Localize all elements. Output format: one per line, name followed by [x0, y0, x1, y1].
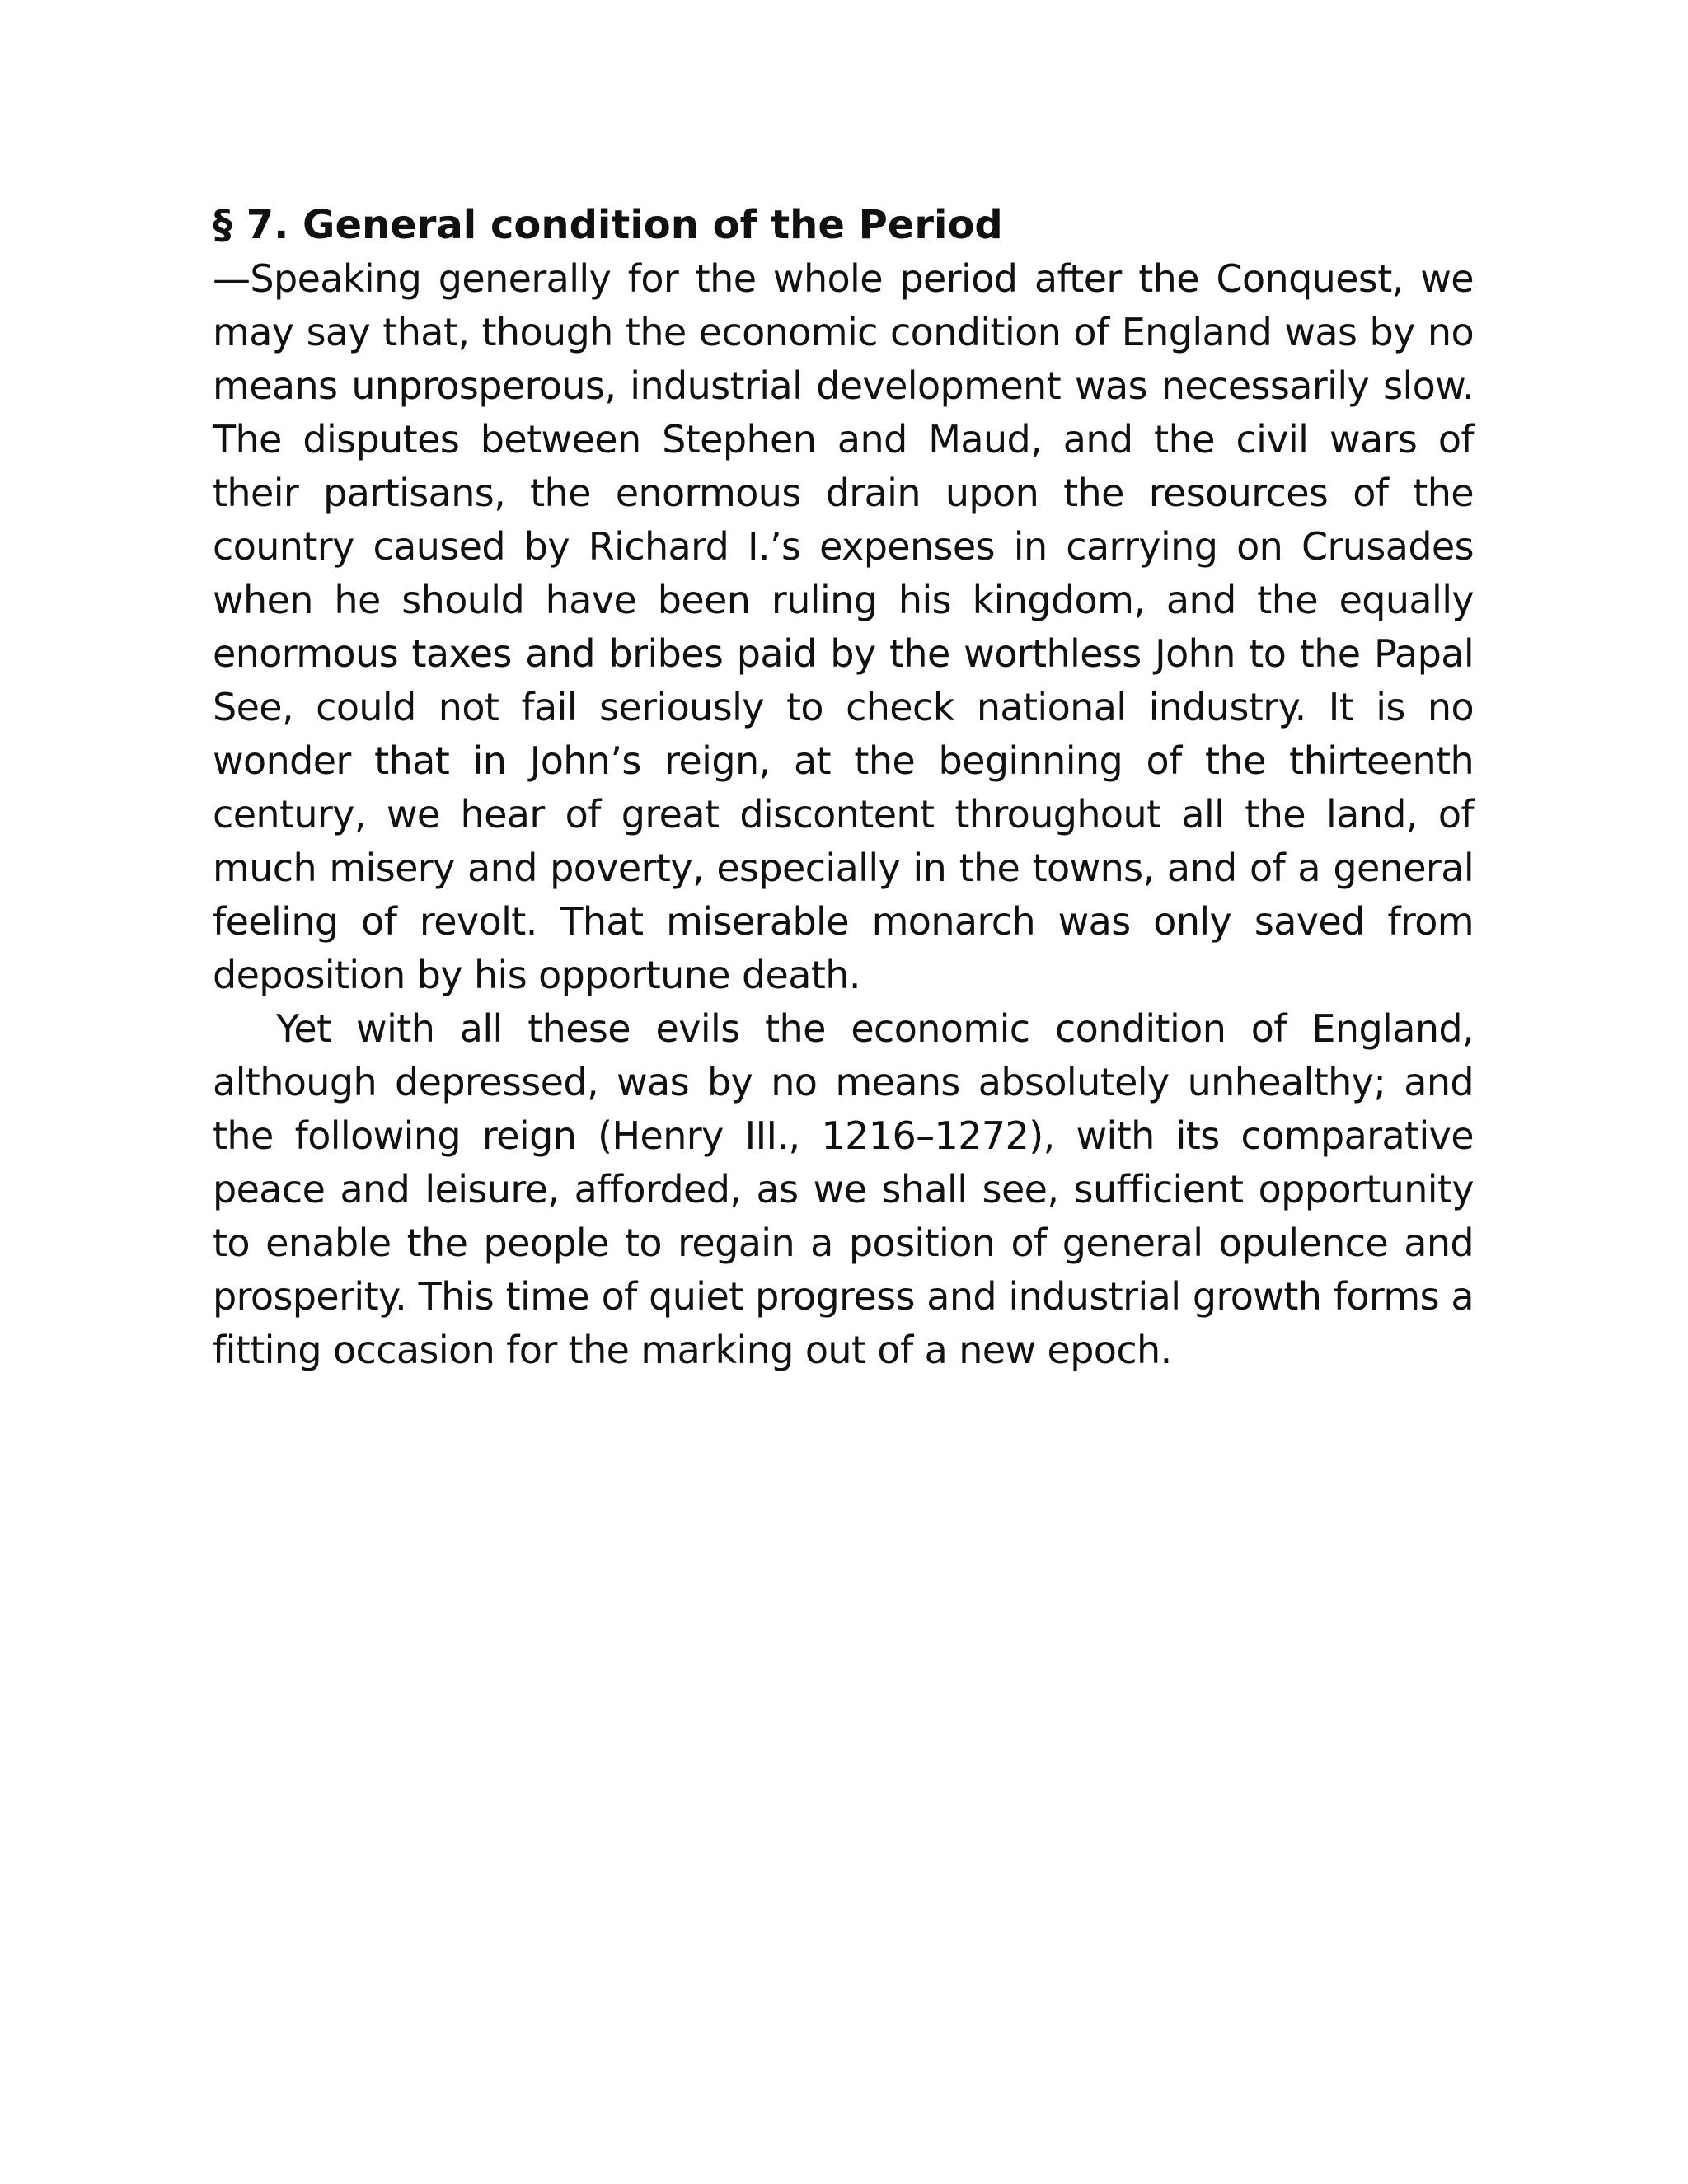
paragraph-2: Yet with all these evils the economic condition of England, although depressed, was by no means absolutely unhealthy; and the following reign (Henry III., 1216–1272), with its comparative peace and leisure, afforded, as we shall see, sufficient opportunity to enable the people to regain a position of general opulence and prosperity. This time of quiet progress and industrial growth forms a fitting occasion for the marking out of a new epoch. — [213, 1006, 1474, 1372]
text-block — [213, 199, 1474, 1377]
paragraph-1: —Speaking generally for the whole period after the Conquest, we may say that, though the economic condition of England was by no means unprosperous, industrial development was necessarily slow. The disputes between Stephen and Maud, and the civil wars of their partisans, the enormous drain upon the resources of the country caused by Richard I.’s expenses in carrying on Crusades when he should have been ruling his kingdom, and the equally enormous taxes and bribes paid by the worthless John to the Papal See, could not fail seriously to check national industry. It is no wonder that in John’s reign, at the beginning of the thirteenth century, we hear of great discontent throughout all the land, of much misery and poverty, especially in the towns, and of a general feeling of revolt. That miserable monarch was only saved from deposition by his opportune death. — [213, 256, 1474, 997]
section-heading: § 7. General condition of the Period — [213, 202, 1003, 248]
